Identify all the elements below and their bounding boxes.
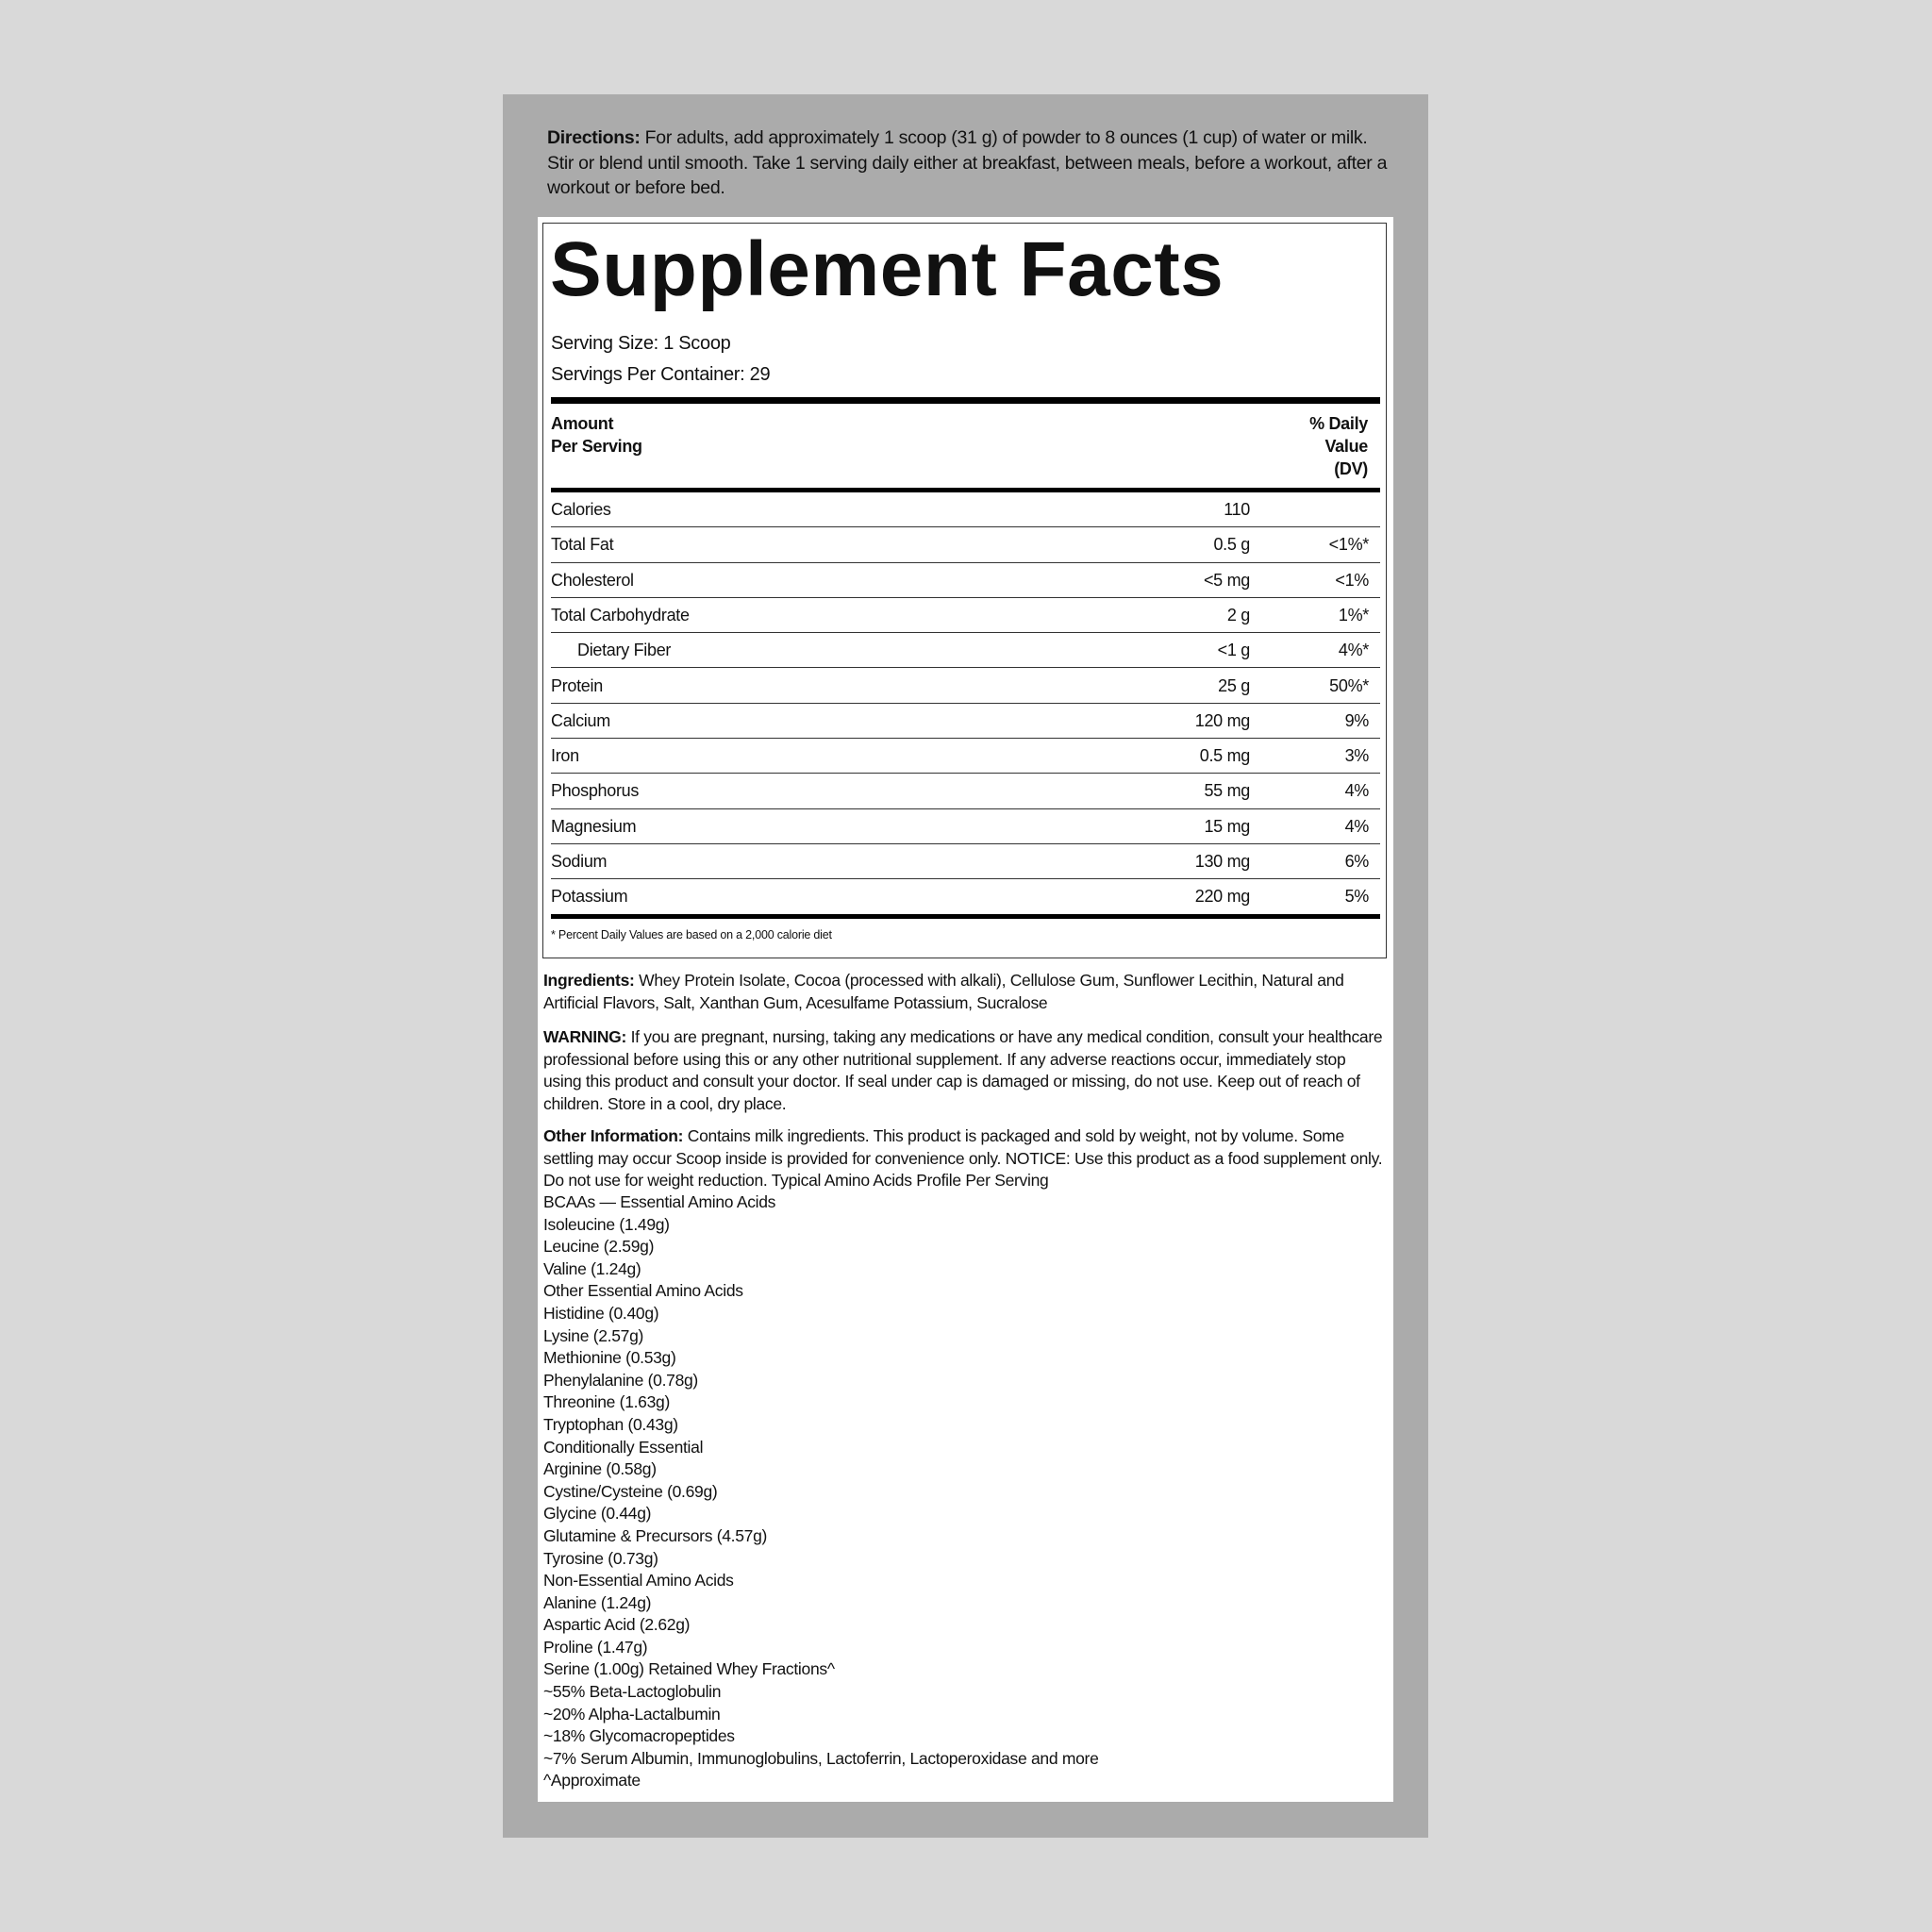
directions-text [547, 125, 1396, 201]
nutrient-dv: 4%* [1338, 641, 1369, 660]
amino-line: Phenylalanine (0.78g) [543, 1370, 698, 1390]
nutrient-name: Cholesterol [551, 570, 634, 590]
amino-line: Alanine (1.24g) [543, 1592, 652, 1612]
nutrient-row [551, 669, 1380, 704]
amino-line: Tyrosine (0.73g) [543, 1548, 658, 1568]
amino-line: ~55% Beta-Lactoglobulin [543, 1682, 722, 1702]
nutrient-row [551, 844, 1380, 879]
amino-line: ~20% Alpha-Lactalbumin [543, 1704, 721, 1724]
nutrient-dv: 1%* [1338, 605, 1369, 625]
dv-header-line1: % Daily [1309, 414, 1368, 433]
nutrient-name: Sodium [551, 852, 608, 871]
nutrient-amount: 0.5 g [1213, 535, 1250, 555]
nutrient-name: Potassium [551, 887, 628, 907]
amino-line: Aspartic Acid (2.62g) [543, 1615, 691, 1635]
nutrient-amount: 120 mg [1194, 710, 1250, 730]
supplement-facts-title: Supplement Facts [550, 226, 1224, 312]
nutrient-dv: <1% [1335, 570, 1369, 590]
nutrient-amount: 2 g [1226, 605, 1250, 625]
amino-line: Non-Essential Amino Acids [543, 1571, 734, 1591]
amino-line: ~18% Glycomacropeptides [543, 1726, 735, 1746]
nutrient-dv: 5% [1344, 887, 1369, 907]
amino-line: Glycine (0.44g) [543, 1504, 652, 1524]
nutrient-dv: 4% [1344, 816, 1369, 836]
amino-line: Proline (1.47g) [543, 1637, 648, 1657]
nutrient-name: Calcium [551, 710, 610, 730]
nutrient-name: Magnesium [551, 816, 637, 836]
nutrient-amount: <1 g [1217, 641, 1250, 660]
warning-label: WARNING: [543, 1027, 627, 1046]
nutrient-row [551, 739, 1380, 774]
nutrient-dv: 4% [1344, 781, 1369, 801]
nutrient-amount: 220 mg [1194, 887, 1250, 907]
nutrient-row [551, 492, 1380, 527]
other-information-text [543, 1125, 1388, 1192]
amino-line: Threonine (1.63g) [543, 1392, 671, 1412]
servings-per-container: Servings Per Container: 29 [551, 364, 771, 385]
amino-line: Valine (1.24g) [543, 1258, 641, 1278]
nutrient-row [551, 598, 1380, 633]
thick-divider-top [551, 397, 1380, 404]
nutrient-name: Iron [551, 746, 579, 766]
amino-line: Lysine (2.57g) [543, 1325, 644, 1345]
amino-line: Cystine/Cysteine (0.69g) [543, 1481, 718, 1501]
thick-divider-bottom [551, 914, 1380, 919]
nutrient-row [551, 704, 1380, 739]
nutrient-dv: 6% [1344, 852, 1369, 871]
amino-line: Other Essential Amino Acids [543, 1281, 743, 1301]
nutrient-row [551, 774, 1380, 808]
amino-line: Histidine (0.40g) [543, 1303, 659, 1323]
nutrient-amount: 25 g [1218, 675, 1250, 695]
daily-value-header [1217, 412, 1368, 480]
serving-size: Serving Size: 1 Scoop [551, 333, 731, 354]
amino-line: Tryptophan (0.43g) [543, 1414, 678, 1434]
nutrient-amount: 15 mg [1204, 816, 1250, 836]
amino-line: Methionine (0.53g) [543, 1348, 676, 1368]
nutrient-row [551, 633, 1380, 668]
directions-label: Directions: [547, 127, 641, 148]
nutrient-name: Dietary Fiber [577, 641, 672, 660]
warning-text [543, 1026, 1388, 1115]
ingredients-text [543, 970, 1388, 1014]
ingredients-label: Ingredients: [543, 971, 635, 990]
nutrient-dv: 9% [1344, 710, 1369, 730]
dv-header-line2: Value [1324, 437, 1368, 456]
ingredients-body: Whey Protein Isolate, Cocoa (processed with alkali), Cellulose Gum, Sunflower Lecithin, Natural and Artificial Flavors, Salt, Xanthan Gum, Acesulfame Potassium, Sucralose [543, 971, 1344, 1012]
nutrient-name: Protein [551, 675, 603, 695]
other-information-body: Contains milk ingredients. This product is packaged and sold by weight, not by volume. Some settling may occur Scoop inside is provided for convenience only. NOTICE: Use this product as a food supplement only. Do not use for weight reduction. Typical Amino Acids Profile Per Serving [543, 1126, 1383, 1191]
nutrient-name: Total Carbohydrate [551, 605, 690, 625]
nutrient-dv: <1%* [1328, 535, 1369, 555]
nutrient-amount: 130 mg [1194, 852, 1250, 871]
directions-body: For adults, add approximately 1 scoop (31 g) of powder to 8 ounces (1 cup) of water or milk. Stir or blend until smooth. Take 1 serving daily either at breakfast, between meals, before a workout, after a workout or before bed. [547, 127, 1388, 198]
daily-value-footnote: * Percent Daily Values are based on a 2,000 calorie diet [551, 928, 832, 941]
amino-line: Isoleucine (1.49g) [543, 1214, 670, 1234]
amino-acid-list [543, 1191, 1099, 1792]
nutrient-row [551, 527, 1380, 562]
amount-per-serving-header [551, 412, 642, 458]
nutrient-amount: 110 [1224, 500, 1250, 519]
amino-line: Serine (1.00g) Retained Whey Fractions^ [543, 1659, 835, 1679]
amino-line: Glutamine & Precursors (4.57g) [543, 1525, 768, 1545]
amount-header-line1: Amount [551, 414, 614, 433]
nutrient-amount: 55 mg [1204, 781, 1250, 801]
nutrient-name: Calories [551, 500, 611, 519]
nutrient-dv: 50%* [1329, 675, 1369, 695]
nutrient-name: Total Fat [551, 535, 614, 555]
nutrient-row [551, 563, 1380, 598]
amino-line: ~7% Serum Albumin, Immunoglobulins, Lactoferrin, Lactoperoxidase and more [543, 1748, 1099, 1768]
amino-line: ^Approximate [543, 1771, 641, 1790]
nutrient-row [551, 809, 1380, 844]
nutrient-amount: <5 mg [1203, 570, 1250, 590]
amino-line: BCAAs — Essential Amino Acids [543, 1192, 776, 1211]
amount-header-line2: Per Serving [551, 437, 642, 456]
dv-header-line3: (DV) [1334, 459, 1368, 478]
warning-body: If you are pregnant, nursing, taking any medications or have any medical condition, consult your healthcare professional before using this or any other nutritional supplement. If any adverse reactions occur, immediately stop using this product and consult your doctor. If seal under cap is damaged or missing, do not use. Keep out of reach of children. Store in a cool, dry place. [543, 1027, 1383, 1113]
amino-line: Conditionally Essential [543, 1437, 704, 1457]
nutrient-amount: 0.5 mg [1199, 746, 1250, 766]
nutrient-dv: 3% [1344, 746, 1369, 766]
amino-line: Arginine (0.58g) [543, 1459, 657, 1479]
other-information-label: Other Information: [543, 1126, 684, 1145]
nutrient-name: Phosphorus [551, 781, 640, 801]
nutrient-row [551, 879, 1380, 914]
amino-line: Leucine (2.59g) [543, 1237, 655, 1257]
